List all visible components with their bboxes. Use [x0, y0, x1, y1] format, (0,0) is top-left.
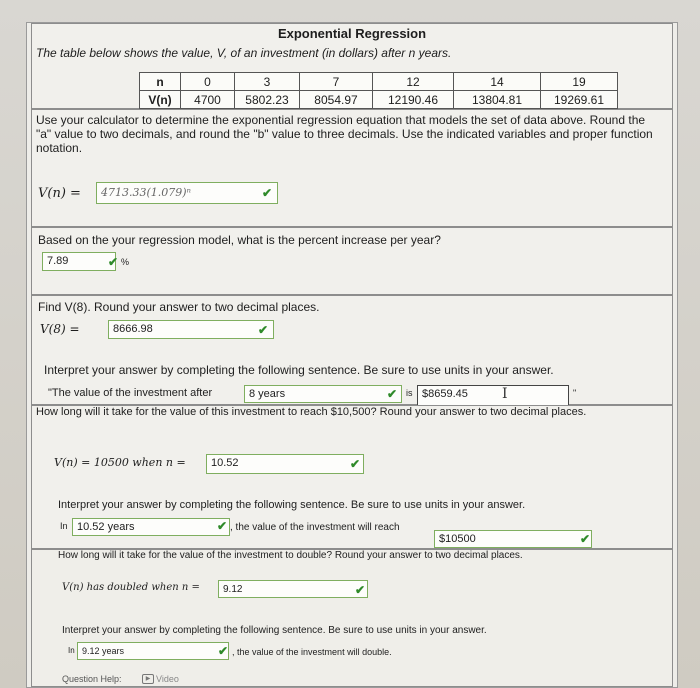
q6-prompt: Interpret your answer by completing the following sentence. Be sure to use units in your answer.: [58, 499, 526, 511]
table-cell: 19269.61: [541, 91, 618, 109]
table-cell: 14: [454, 73, 541, 91]
v8-section: [31, 295, 673, 405]
percent-section: [31, 227, 673, 295]
table-cell: 8054.97: [300, 91, 373, 109]
q3-answer-field[interactable]: 8666.98: [108, 320, 274, 339]
q7-label: V(n) has doubled when n =: [62, 582, 200, 593]
q7-prompt: How long will it take for the value of the investment to double? Round your answer to two decimal places.: [58, 550, 523, 561]
q5-prompt: How long will it take for the value of this investment to reach $10,500? Round your answer to two decimal places.: [36, 406, 587, 418]
q2-prompt: Based on the your regression model, what is the percent increase per year?: [38, 233, 441, 247]
q6-in-text: In: [60, 521, 68, 531]
q8-end-text: , the value of the investment will double.: [232, 647, 392, 657]
q8-prompt: Interpret your answer by completing the following sentence. Be sure to use units in your answer.: [62, 625, 487, 636]
header-section: [31, 23, 673, 109]
table-header-n: n: [140, 73, 181, 91]
table-cell: 13804.81: [454, 91, 541, 109]
q6-field-years[interactable]: 10.52 years: [72, 518, 230, 536]
q4-end-quote: ": [573, 388, 577, 398]
check-icon: ✔: [580, 532, 591, 546]
page-title: Exponential Regression: [277, 26, 427, 41]
instructions-text: Use your calculator to determine the exponential regression equation that models the set of data above. Round the "a" value to two decimals, and round the "b" value to three decimals. Use the indicated variables and proper function notation.: [36, 113, 653, 155]
q4-field-years[interactable]: 8 years: [244, 385, 402, 403]
q5-label: V(n) = 10500 when n =: [54, 456, 186, 469]
q1-label: V(n) =: [38, 186, 81, 201]
q6-field-value[interactable]: $10500: [434, 530, 592, 548]
q8-in-text: In: [68, 646, 75, 655]
check-icon: ✔: [387, 387, 398, 401]
q1-answer-field[interactable]: 4713.33(1.079)ⁿ: [96, 182, 278, 204]
data-table: [139, 72, 618, 109]
double-section: [31, 549, 673, 687]
check-icon: ✔: [217, 519, 228, 533]
q6-middle-text: , the value of the investment will reach: [230, 522, 400, 533]
question-help-label: Question Help:: [62, 674, 122, 684]
table-row: [140, 91, 618, 109]
table-cell: 4700: [181, 91, 235, 109]
percent-unit: %: [121, 257, 130, 267]
q3-prompt: Find V(8). Round your answer to two decimal places.: [38, 300, 320, 314]
video-link[interactable]: Video: [156, 674, 179, 684]
check-icon: ✔: [262, 186, 273, 200]
check-icon: ✔: [350, 457, 361, 471]
table-cell: 12190.46: [373, 91, 454, 109]
table-row: [140, 73, 618, 91]
q4-field-value[interactable]: $8659.45: [417, 385, 569, 407]
q8-field-years[interactable]: 9.12 years: [77, 642, 229, 660]
q7-answer-field[interactable]: 9.12: [218, 580, 368, 598]
q5-answer-field[interactable]: 10.52: [206, 454, 364, 474]
table-cell: 5802.23: [235, 91, 300, 109]
q3-label: V(8) =: [40, 322, 80, 336]
table-cell: 7: [300, 73, 373, 91]
table-cell: 3: [235, 73, 300, 91]
intro-text: The table below shows the value, V, of an investment (in dollars) after n years.: [36, 46, 452, 60]
table-header-v: V(n): [140, 91, 181, 109]
table-cell: 0: [181, 73, 235, 91]
table-cell: 12: [373, 73, 454, 91]
text-cursor-icon: I: [502, 386, 508, 402]
check-icon: ✔: [108, 255, 119, 269]
check-icon: ✔: [355, 583, 366, 597]
q4-is-text: is: [406, 388, 413, 398]
q4-sentence-start: "The value of the investment after: [48, 387, 213, 399]
check-icon: ✔: [258, 323, 269, 337]
regression-section: [31, 109, 673, 227]
check-icon: ✔: [218, 644, 229, 658]
video-icon[interactable]: ▶: [142, 674, 154, 684]
reach-section: [31, 405, 673, 549]
q4-prompt: Interpret your answer by completing the following sentence. Be sure to use units in your answer.: [44, 363, 554, 377]
question-sheet: [26, 22, 678, 688]
q2-answer-field[interactable]: 7.89: [42, 252, 116, 271]
table-cell: 19: [541, 73, 618, 91]
